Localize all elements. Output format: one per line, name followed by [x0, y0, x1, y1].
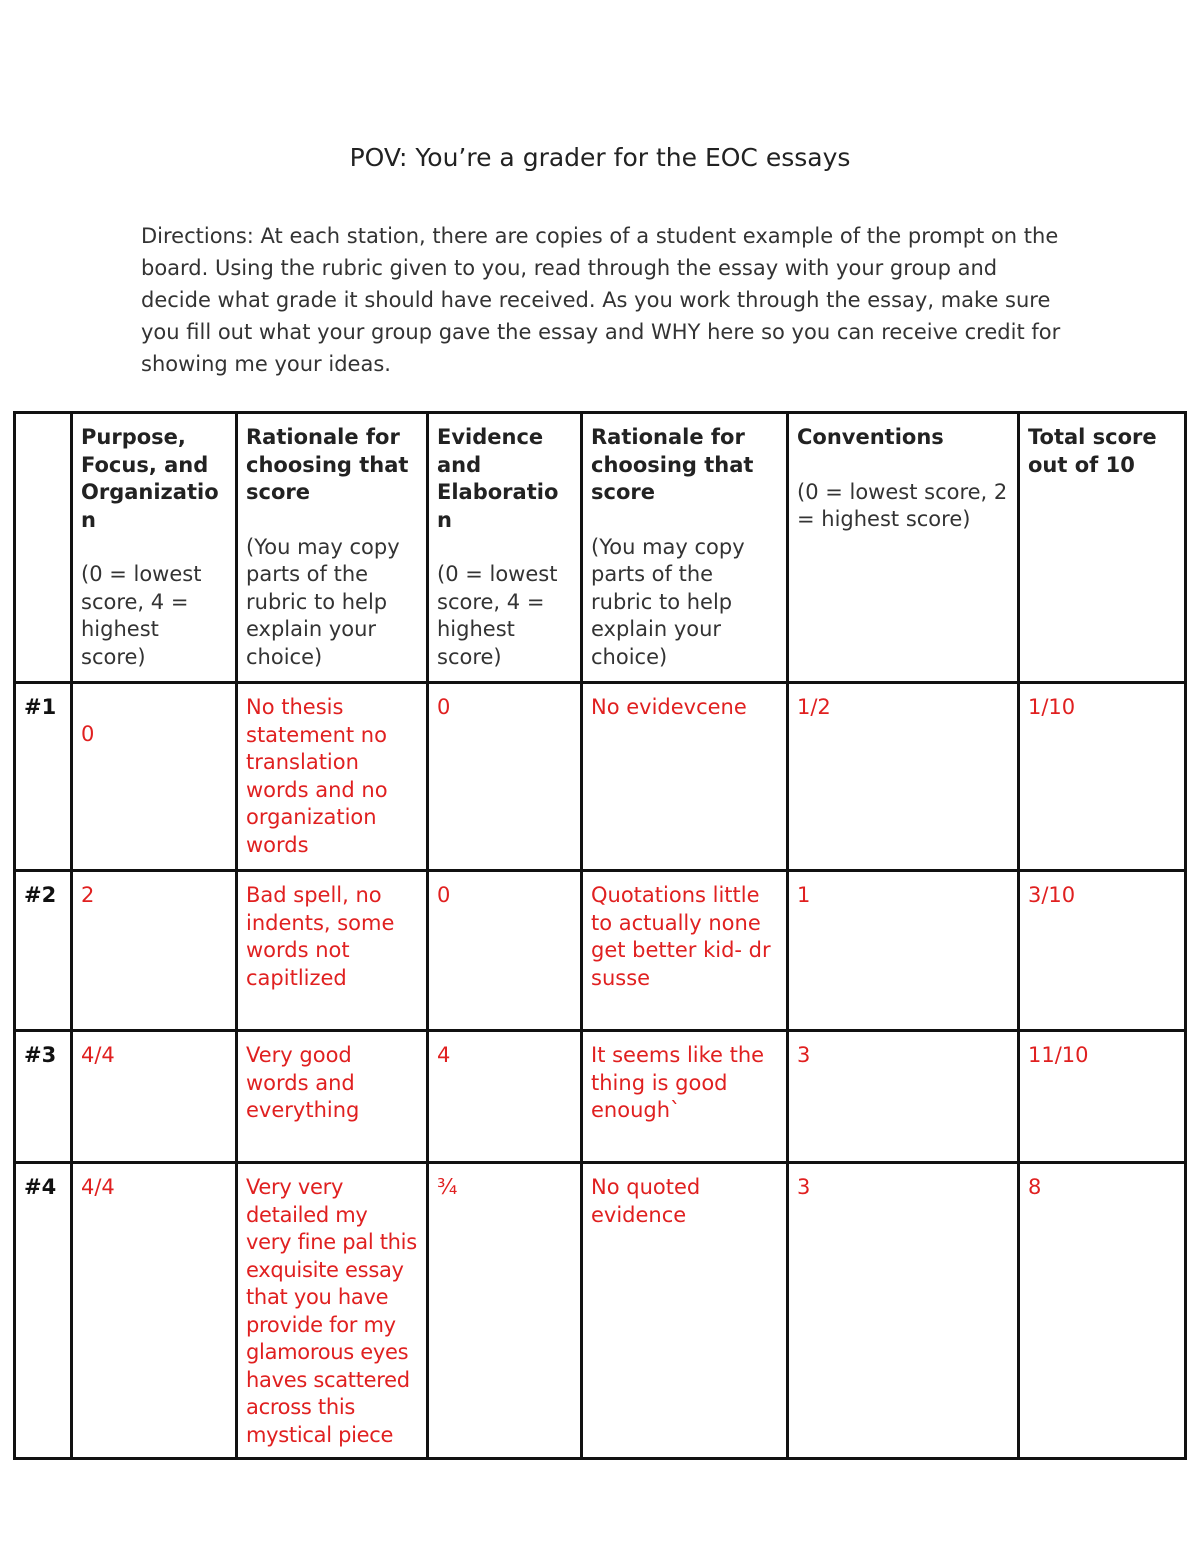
header-rationale-2: [582, 413, 788, 683]
total-score-cell: 3/10: [1019, 871, 1186, 1031]
grading-table: [13, 411, 1187, 1460]
evidence-score-cell: ¾: [428, 1163, 582, 1459]
header-rationale-2-note: (You may copy parts of the rubric to help explain your choice): [591, 534, 745, 669]
rationale-1-cell: Very good words and everything: [237, 1031, 428, 1163]
table-row: [15, 683, 1186, 871]
rationale-2-cell: No quoted evidence: [582, 1163, 788, 1459]
row-label: #3: [15, 1031, 72, 1163]
header-rationale-1-title: Rationale for choosing that score: [246, 425, 409, 504]
table-row: [15, 871, 1186, 1031]
conventions-score-cell: 1/2: [788, 683, 1019, 871]
page-title: POV: You’re a grader for the EOC essays: [349, 143, 851, 172]
rationale-1-cell: Bad spell, no indents, some words not capitlized: [237, 871, 428, 1031]
rationale-1-cell: Very very detailed my very fine pal this exquisite essay that you have provide for my glamorous eyes haves scattered across this mystical piece: [237, 1163, 428, 1459]
table-header-row: [15, 413, 1186, 683]
evidence-score-cell: 0: [428, 871, 582, 1031]
evidence-score-cell: 0: [428, 683, 582, 871]
header-rationale-1: [237, 413, 428, 683]
header-purpose-note: (0 = lowest score, 4 = highest score): [81, 562, 202, 669]
header-conventions: [788, 413, 1019, 683]
rationale-1-cell: No thesis statement no translation words and no organization words: [237, 683, 428, 871]
table-row: [15, 1163, 1186, 1459]
purpose-score-cell: 4/4: [72, 1163, 237, 1459]
rationale-2-cell: No evidevcene: [582, 683, 788, 871]
table-row: [15, 1031, 1186, 1163]
header-rationale-2-title: Rationale for choosing that score: [591, 425, 754, 504]
conventions-score-cell: 3: [788, 1163, 1019, 1459]
header-purpose: [72, 413, 237, 683]
header-conventions-title: Conventions: [797, 425, 944, 449]
rationale-2-cell: Quotations little to actually none get better kid- dr susse: [582, 871, 788, 1031]
header-total: [1019, 413, 1186, 683]
conventions-score-cell: 1: [788, 871, 1019, 1031]
evidence-score-cell: 4: [428, 1031, 582, 1163]
total-score-cell: 1/10: [1019, 683, 1186, 871]
row-label: #1: [15, 683, 72, 871]
header-rationale-1-note: (You may copy parts of the rubric to help explain your choice): [246, 534, 400, 669]
header-total-title: Total score out of 10: [1028, 425, 1157, 477]
purpose-score-cell: 2: [72, 871, 237, 1031]
purpose-score-cell: 4/4: [72, 1031, 237, 1163]
total-score-cell: 11/10: [1019, 1031, 1186, 1163]
header-evidence-note: (0 = lowest score, 4 = highest score): [437, 562, 558, 669]
purpose-score-cell: 0: [72, 683, 237, 871]
row-label: #2: [15, 871, 72, 1031]
header-row-label: [15, 413, 72, 683]
total-score-cell: 8: [1019, 1163, 1186, 1459]
conventions-score-cell: 3: [788, 1031, 1019, 1163]
header-purpose-title: Purpose, Focus, and Organization: [81, 425, 219, 532]
row-label: #4: [15, 1163, 72, 1459]
header-evidence-title: Evidence and Elaboration: [437, 425, 559, 532]
rationale-2-cell: It seems like the thing is good enough`: [582, 1031, 788, 1163]
directions-text: Directions: At each station, there are copies of a student example of the prompt on the board. Using the rubric given to you, read through the essay with your group and decide what grade it should have received. As you work through the essay, make sure you fill out what your group gave the essay and WHY here so you can receive credit for showing me your ideas.: [141, 224, 1061, 376]
header-conventions-note: (0 = lowest score, 2 = highest score): [797, 479, 1008, 531]
header-evidence: [428, 413, 582, 683]
